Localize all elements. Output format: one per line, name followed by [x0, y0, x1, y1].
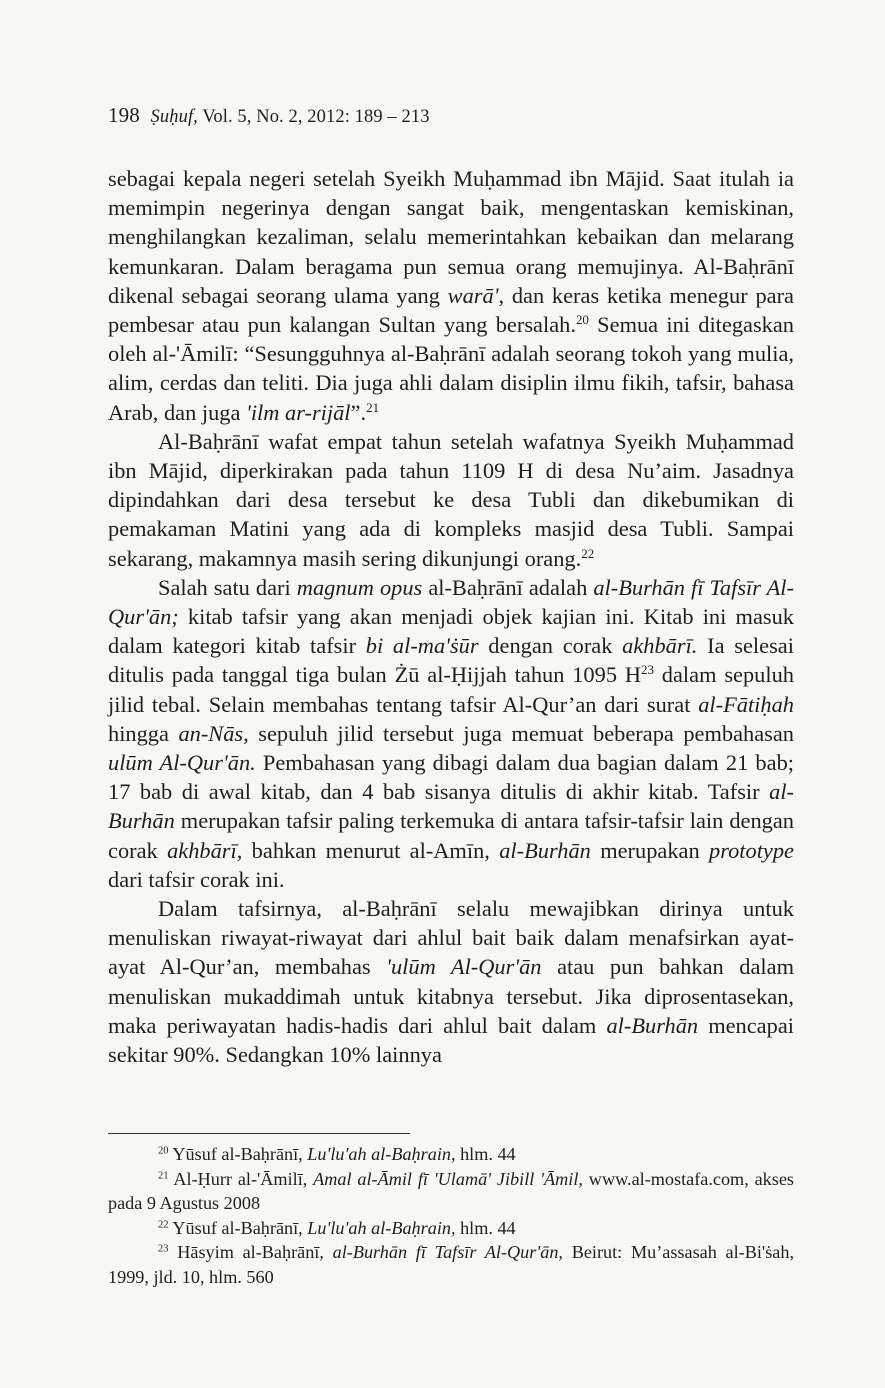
italic-text: al-Burhān fī Tafsīr Al-Qur'ān, [332, 1242, 563, 1262]
footnote [108, 1240, 794, 1289]
text-run: ”. [350, 399, 367, 425]
text-run: hingga [108, 720, 179, 746]
text-run: dari tafsir corak ini. [108, 866, 285, 892]
journal-citation: Vol. 5, No. 2, 2012: 189 – 213 [197, 107, 430, 127]
italic-text: 'ulūm Al-Qur'ān [386, 954, 542, 980]
text-run: Al-Ḥurr al-'Āmilī, [168, 1168, 314, 1189]
text-run: mencapai sekitar 90%. Sedangkan 10% lainnya [108, 1012, 794, 1068]
text-run: bahkan menurut al-Amīn, [242, 837, 500, 863]
footnote-divider [108, 1133, 410, 1134]
italic-text: al-Burhān fī Tafsīr Al-Qur'ān; [108, 574, 794, 630]
text-run: Hāsyim al-Baḥrānī, [168, 1242, 333, 1262]
italic-text: Amal al-Āmil fī 'Ulamā' Jibill 'Āmil, [313, 1168, 583, 1189]
text-run: www.al-mostafa.com, akses pada 9 Agustus 2008 [108, 1168, 794, 1213]
italic-text: akhbārī, [167, 837, 243, 863]
paragraph [108, 894, 794, 1069]
footnote [108, 1142, 794, 1167]
text-run: Dalam tafsirnya, al-Baḥrānī selalu mewajibkan dirinya untuk menuliskan riwayat-riwayat dari ahlul bait baik dalam menafsirkan ayat-ayat Al-Qur’an, membahas [108, 896, 794, 980]
text-run: Yūsuf al-Baḥrānī, [168, 1217, 308, 1238]
footnote-ref: 22 [158, 1218, 169, 1230]
text-run: dalam sepuluh jilid tebal. Selain membahas tentang tafsir Al-Qur’an dari surat [108, 662, 794, 717]
text-run: kitab tafsir yang akan menjadi objek kajian ini. Kitab ini masuk dalam kategori kitab tafsir [108, 604, 794, 659]
italic-text: al-Burhān [606, 1012, 699, 1038]
italic-text: al-Burhān [108, 779, 794, 834]
paragraph [108, 427, 794, 573]
text-run: merupakan tafsir paling terkemuka di antara tafsir-tafsir lain dengan corak [108, 808, 794, 863]
footnote-ref: 20 [575, 311, 589, 327]
text-run: Al-Baḥrānī wafat empat tahun setelah wafatnya Syeikh Muḥammad ibn Mājid, diperkirakan pada tahun 1109 H di desa Nu’aim. Jasadnya dipindahkan dari desa tersebut ke desa Tubli dan dikebumikan di pemakaman Matini yang ada di kompleks masjid desa Tubli. Sampai sekarang, makamnya masih sering dikunjungi orang. [108, 428, 794, 571]
text-run: hlm. 44 [455, 1144, 516, 1164]
text-run: sebagai kepala negeri setelah Syeikh Muḥammad ibn Mājid. Saat itulah ia memimpin negerinya dengan sangat baik, mengentaskan kemiskinan, menghilangkan kezaliman, selalu memerintahkan kebaikan dan melarang kemunkaran. Dalam beragama pun semua orang memujinya. Al-Baḥrānī dikenal sebagai seorang ulama yang [108, 166, 794, 308]
footnotes [108, 1142, 794, 1289]
text-run: Yūsuf al-Baḥrānī, [168, 1144, 308, 1164]
footnote [108, 1216, 794, 1241]
italic-text: 'ilm ar-rijāl [246, 399, 351, 425]
italic-text: al-Fātiḥah [698, 691, 794, 717]
journal-name: Ṣuḥuf, [150, 107, 198, 127]
italic-text: al-Burhān [499, 837, 591, 863]
italic-text: prototype [709, 837, 794, 863]
footnote-ref: 21 [366, 399, 380, 415]
paragraph [108, 164, 794, 427]
running-header [108, 103, 430, 128]
text-run: dengan corak [478, 633, 623, 659]
italic-text: Lu'lu'ah al-Baḥrain, [307, 1217, 456, 1238]
footnote-ref: 21 [158, 1169, 169, 1181]
text-run: Ia selesai ditulis pada tanggal tiga bulan Żū al-Ḥijjah tahun 1095 H [108, 633, 794, 688]
italic-text: magnum opus [296, 574, 423, 600]
text-run: merupakan [590, 837, 710, 863]
text-run: atau pun bahkan dalam menuliskan mukaddimah untuk kitabnya tersebut. Jika diprosentasekan, maka periwayatan hadis-hadis dari ahlul bait dalam [108, 954, 794, 1038]
italic-text: Lu'lu'ah al-Baḥrain, [307, 1144, 456, 1164]
footnote [108, 1167, 794, 1216]
italic-text: bi al-ma'ṡūr [365, 633, 479, 659]
text-run: Semua ini ditegaskan oleh al-'Āmilī: “Sesungguhnya al-Baḥrānī adalah seorang tokoh yang mulia, alim, cerdas dan teliti. Dia juga ahli dalam disiplin ilmu fikih, tafsir, bahasa Arab, dan juga [108, 312, 795, 425]
italic-text: akhbārī. [622, 633, 698, 659]
text-run: Beirut: Mu’assasah al-Bi'ṡah, 1999, jld. 10, hlm. 560 [108, 1242, 794, 1287]
text-run: al-Baḥrānī adalah [422, 574, 594, 600]
text-run: hlm. 44 [455, 1217, 516, 1238]
italic-text: warā' [447, 282, 499, 308]
footnote-ref: 20 [158, 1145, 169, 1157]
text-run: , dan keras ketika menegur para pembesar atau pun kalangan Sultan yang bersalah. [108, 282, 794, 338]
body-text [108, 164, 794, 1069]
italic-text: an-Nās, [178, 720, 249, 746]
italic-text: ulūm Al-Qur'ān. [108, 750, 256, 776]
paragraph [108, 573, 794, 894]
page-number: 198 [108, 103, 140, 127]
text-run: sepuluh jilid tersebut juga memuat beberapa pembahasan [248, 720, 794, 746]
text-run: Pembahasan yang dibagi dalam dua bagian dalam 21 bab; 17 bab di awal kitab, dan 4 bab sisanya ditulis di akhir kitab. Tafsir [108, 750, 794, 805]
footnote-ref: 22 [581, 545, 595, 561]
text-run: Salah satu dari [158, 574, 297, 600]
footnote-ref: 23 [641, 662, 654, 678]
footnote-ref: 23 [158, 1243, 169, 1255]
